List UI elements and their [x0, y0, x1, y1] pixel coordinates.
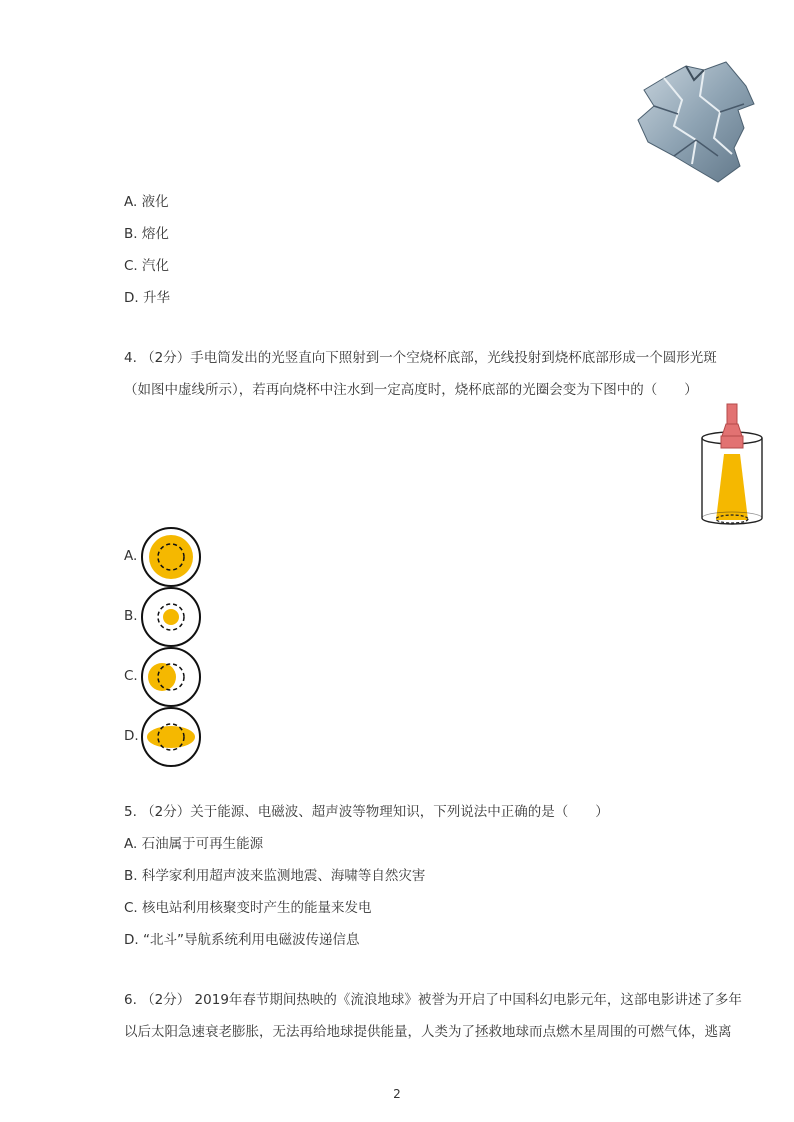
page-number: 2: [393, 1087, 401, 1101]
q5-option-b: B. 科学家利用超声波来监测地震、海啸等自然灾害: [124, 868, 426, 884]
q5-option-a: A. 石油属于可再生能源: [124, 836, 264, 852]
q3-option-b: B. 熔化: [124, 226, 169, 242]
q4-option-b-figure: [140, 586, 202, 648]
q3-option-a: A. 液化: [124, 194, 169, 210]
q4-option-a-figure: [140, 526, 202, 588]
q5-option-c: C. 核电站利用核聚变时产生的能量来发电: [124, 900, 372, 916]
q4-option-d-figure: [140, 706, 202, 768]
q5-option-d: D. “北斗”导航系统利用电磁波传递信息: [124, 932, 360, 948]
q4-option-c-figure: [140, 646, 202, 708]
q4-option-c-label: C.: [124, 668, 138, 684]
q4-stem-line1: 4. （2分）手电筒发出的光竖直向下照射到一个空烧杯底部，光线投射到烧杯底部形成一个圆形光斑: [124, 350, 717, 366]
crumpled-shirt-image: [634, 56, 758, 186]
q4-option-a-label: A.: [124, 548, 138, 564]
q6-stem-line2: 以后太阳急速衰老膨胀，无法再给地球提供能量，人类为了拯救地球而点燃木星周围的可燃气体，逃离: [124, 1024, 732, 1040]
q3-option-c: C. 汽化: [124, 258, 170, 274]
q5-stem: 5. （2分）关于能源、电磁波、超声波等物理知识，下列说法中正确的是（ ）: [124, 804, 609, 820]
flashlight-beaker-figure: [696, 402, 768, 528]
q3-option-d: D. 升华: [124, 290, 170, 306]
q4-option-b-label: B.: [124, 608, 138, 624]
q4-option-d-label: D.: [124, 728, 139, 744]
q4-stem-line2: （如图中虚线所示），若再向烧杯中注水到一定高度时，烧杯底部的光圈会变为下图中的（ ）: [124, 382, 698, 398]
q6-stem-line1: 6. （2分） 2019年春节期间热映的《流浪地球》被誉为开启了中国科幻电影元年，这部电影讲述了多年: [124, 992, 742, 1008]
